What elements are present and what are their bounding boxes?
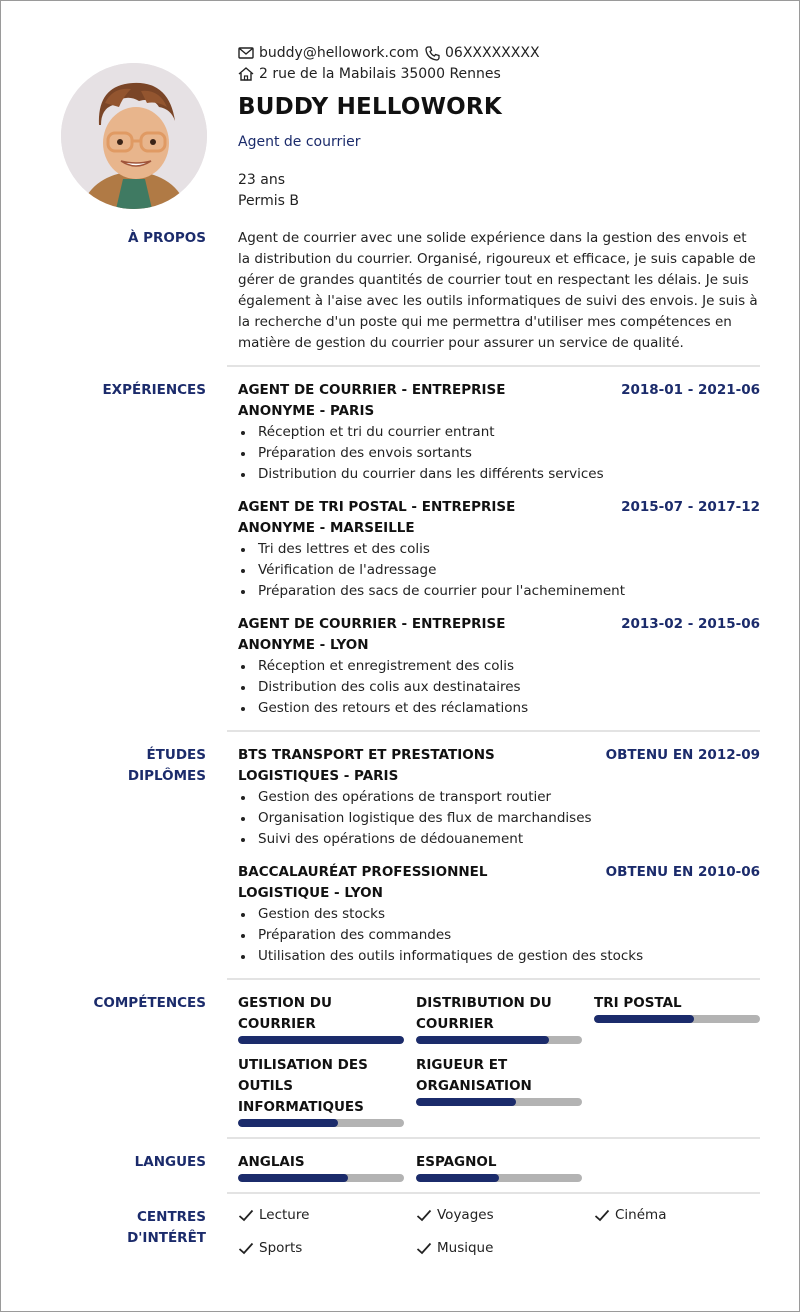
list-item: Gestion des stocks (238, 904, 760, 925)
list-item: Distribution du courrier dans les différents services (238, 464, 760, 485)
list-item: Gestion des opérations de transport routier (238, 787, 760, 808)
entry-title: AGENT DE COURRIER - ENTREPRISE ANONYME - LYON (238, 616, 506, 653)
skill-bar (416, 1036, 582, 1044)
language-item (416, 1152, 582, 1182)
list-item: Préparation des envois sortants (238, 443, 760, 464)
language-label: ESPAGNOL (416, 1154, 497, 1170)
experience-entry (238, 614, 760, 719)
section-label-interests: CENTRES D'INTÉRÊT (127, 1209, 206, 1246)
language-label: ANGLAIS (238, 1154, 305, 1170)
skill-item (416, 1055, 582, 1106)
email-line (238, 43, 419, 63)
bullet-list (238, 656, 760, 719)
entry-title: AGENT DE TRI POSTAL - ENTREPRISE ANONYME - MARSEILLE (238, 499, 516, 536)
check-icon (238, 1242, 254, 1255)
list-item: Réception et enregistrement des colis (238, 656, 760, 677)
interest-item: Musique (416, 1240, 493, 1256)
list-item: Tri des lettres et des colis (238, 539, 760, 560)
section-label-experiences: EXPÉRIENCES (102, 382, 206, 398)
profile-photo (61, 63, 207, 209)
entry-date: 2015-07 - 2017-12 (621, 499, 760, 515)
language-item (238, 1152, 404, 1182)
driving-license: Permis B (238, 193, 299, 209)
bullet-list (238, 904, 760, 967)
skill-label: RIGUEUR ET ORGANISATION (416, 1057, 532, 1094)
entry-title: BTS TRANSPORT ET PRESTATIONS LOGISTIQUES - PARIS (238, 747, 495, 784)
avatar (61, 63, 207, 209)
section-label-education: ÉTUDES DIPLÔMES (127, 747, 206, 784)
home-icon (238, 67, 254, 81)
education-entry (238, 745, 760, 850)
check-icon (238, 1209, 254, 1222)
section-label-about: À PROPOS (127, 230, 206, 246)
skill-bar-fill (238, 1119, 338, 1127)
check-icon (416, 1209, 432, 1222)
email-text[interactable]: buddy@hellowork.com (259, 45, 419, 61)
list-item: Suivi des opérations de dédouanement (238, 829, 760, 850)
entry-date: 2018-01 - 2021-06 (621, 382, 760, 398)
skill-bar (238, 1119, 404, 1127)
skill-label: GESTION DU COURRIER (238, 995, 332, 1032)
skill-item (416, 993, 582, 1044)
candidate-name: BUDDY HELLOWORK (238, 94, 502, 120)
check-icon (416, 1242, 432, 1255)
skill-bar-fill (416, 1098, 516, 1106)
experience-entry (238, 497, 760, 602)
skill-bar-fill (416, 1036, 549, 1044)
list-item: Réception et tri du courrier entrant (238, 422, 760, 443)
list-item: Gestion des retours et des réclamations (238, 698, 760, 719)
divider (227, 978, 760, 980)
list-item: Préparation des sacs de courrier pour l'acheminement (238, 581, 760, 602)
divider (227, 1192, 760, 1194)
entry-title: AGENT DE COURRIER - ENTREPRISE ANONYME - PARIS (238, 382, 506, 419)
job-title: Agent de courrier (238, 134, 361, 150)
phone-icon (425, 46, 440, 61)
mail-icon (238, 47, 254, 59)
skill-item (594, 993, 760, 1023)
skill-bar (238, 1036, 404, 1044)
bullet-list (238, 539, 760, 602)
language-bar-fill (238, 1174, 348, 1182)
check-icon (594, 1209, 610, 1222)
bullet-list (238, 787, 760, 850)
entry-date: OBTENU EN 2010-06 (605, 864, 760, 880)
divider (227, 365, 760, 367)
list-item: Préparation des commandes (238, 925, 760, 946)
education-entry (238, 862, 760, 967)
skill-label: TRI POSTAL (594, 995, 682, 1011)
interest-item: Lecture (238, 1207, 309, 1223)
skill-bar (594, 1015, 760, 1023)
language-bar (238, 1174, 404, 1182)
entry-date: OBTENU EN 2012-09 (605, 747, 760, 763)
skill-item (238, 993, 404, 1044)
skill-item (238, 1055, 404, 1127)
language-bar-fill (416, 1174, 499, 1182)
skill-label: DISTRIBUTION DU COURRIER (416, 995, 552, 1032)
skill-bar-fill (594, 1015, 694, 1023)
list-item: Distribution des colis aux destinataires (238, 677, 760, 698)
interest-item: Cinéma (594, 1207, 666, 1223)
address-text: 2 rue de la Mabilais 35000 Rennes (259, 66, 501, 82)
about-text: Agent de courrier avec une solide expérience dans la gestion des envois et la distribution du courrier. Organisé, rigoureux et efficace, je suis capable de gérer de grandes quantités de courrier tout en respectant les délais. Je suis également à l'aise avec les outils informatiques de suivi des envois. Je suis à la recherche d'un poste qui me permettra d'utiliser mes compétences en matière de gestion du courrier pour assurer un service de qualité. (238, 230, 758, 351)
list-item: Vérification de l'adressage (238, 560, 760, 581)
age: 23 ans (238, 172, 286, 188)
list-item: Organisation logistique des flux de marchandises (238, 808, 760, 829)
skill-bar (416, 1098, 582, 1106)
experience-entry (238, 380, 760, 485)
phone-line (425, 43, 540, 63)
list-item: Utilisation des outils informatiques de gestion des stocks (238, 946, 760, 967)
section-label-languages: LANGUES (134, 1154, 206, 1170)
language-bar (416, 1174, 582, 1182)
skill-bar-fill (238, 1036, 404, 1044)
address-line (238, 64, 501, 84)
divider (227, 730, 760, 732)
divider (227, 1137, 760, 1139)
skill-label: UTILISATION DES OUTILS INFORMATIQUES (238, 1057, 368, 1115)
phone-text[interactable]: 06XXXXXXXX (445, 45, 540, 61)
section-label-skills: COMPÉTENCES (93, 995, 206, 1011)
entry-title: BACCALAURÉAT PROFESSIONNEL LOGISTIQUE - LYON (238, 864, 488, 901)
bullet-list (238, 422, 760, 485)
interest-item: Sports (238, 1240, 302, 1256)
interest-item: Voyages (416, 1207, 494, 1223)
entry-date: 2013-02 - 2015-06 (621, 616, 760, 632)
